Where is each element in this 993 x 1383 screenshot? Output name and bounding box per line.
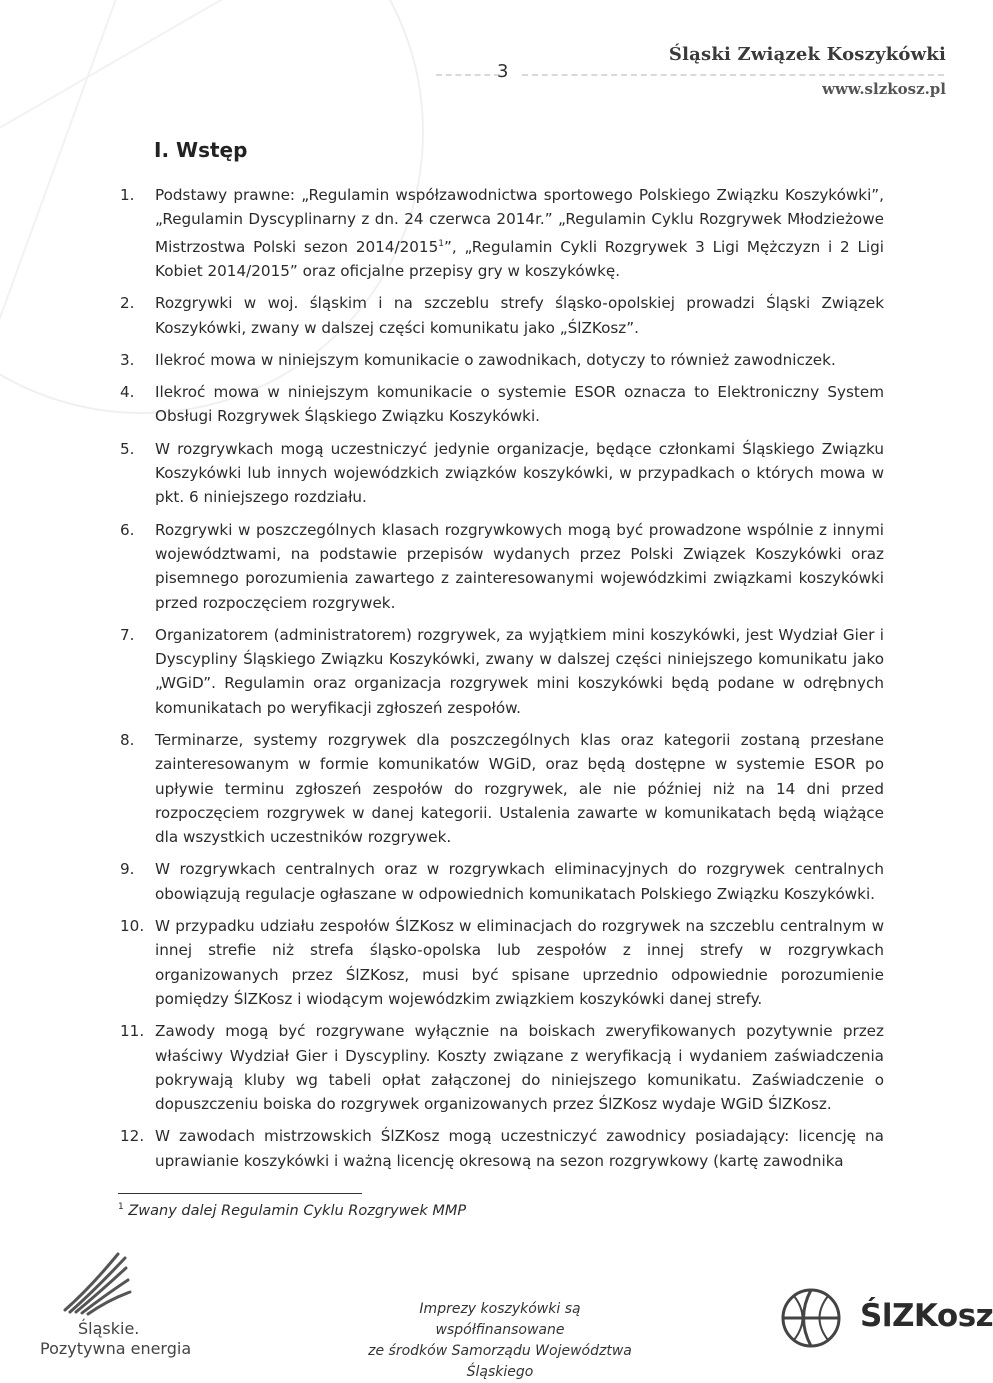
item-number: 7. — [120, 625, 135, 644]
item-text: Podstawy prawne: „Regulamin współzawodnictwa sportowego Polskiego Związku Koszykówki”, „Regulamin Dyscyplinarny z dn. 24 czerwca 2014r.” „Regulamin Cyklu Rozgrywek Młodzieżowe Mistrzostwa Polski sezon 2014/2015 — [155, 186, 884, 256]
basketball-logo-icon — [766, 1280, 856, 1350]
footnote-separator — [118, 1193, 362, 1194]
item-text: W zawodach mistrzowskich ŚlZKosz mogą uczestniczyć zawodnicy posiadający: licencję na uprawianie koszykówki i ważną licencję okresową na sezon rozgrywkowy (kartę zawodnika — [155, 1127, 884, 1170]
item-text: Rozgrywki w woj. śląskim i na szczeblu strefy śląsko-opolskiej prowadzi Śląski Związek Koszykówki, zwany w dalszej części komunikatu jako „ŚlZKosz”. — [155, 294, 884, 337]
slaskie-logo-text: Śląskie. — [78, 1319, 140, 1338]
item-number: 2. — [120, 294, 135, 313]
list-item — [118, 623, 884, 720]
item-text: Ilekroć mowa w niniejszym komunikacie o zawodnikach, dotyczy to również zawodniczek. — [155, 350, 836, 369]
item-text: Rozgrywki w poszczególnych klasach rozgrywkowych mogą być prowadzone wspólnie z innymi województwami, na podstawie przepisów wydanych przez Polski Związek Koszykówki oraz pisemnego porozumienia zawartego z zainteresowanymi wojewódzkimi związkami koszykówki przed rozpoczęciem rozgrywek. — [155, 520, 884, 612]
item-number: 6. — [120, 520, 135, 539]
item-number: 10. — [120, 917, 145, 936]
item-text: Terminarze, systemy rozgrywek dla poszczególnych klas oraz kategorii zostaną przesłane zainteresowanym w formie komunikatów WGiD, oraz będą dostępne w systemie ESOR po upływie terminu zgłoszeń zespołów do rozgrywek, ale nie później niż na 14 dni przed rozpoczęciem rozgrywek w danej kategorii. Ustalenia zawarte w komunikatach będą wiążące dla wszystkich uczestników rozgrywek. — [155, 731, 884, 847]
item-text: W rozgrywkach centralnych oraz w rozgrywkach eliminacyjnych do rozgrywek centralnych obowiązują regulacje ogłaszane w odpowiednich komunikatach Polskiego Związku Koszykówki. — [155, 860, 884, 903]
item-number: 8. — [120, 731, 135, 749]
regulation-list — [118, 183, 884, 1181]
list-item — [118, 183, 884, 283]
list-item — [118, 380, 884, 429]
sponsor-line: Imprezy koszykówki są współfinansowane — [419, 1301, 581, 1338]
list-item — [118, 857, 884, 906]
item-number: 9. — [120, 860, 135, 879]
header-dashed-rule — [522, 74, 944, 76]
organization-website: www.slzkosz.pl — [822, 80, 946, 98]
item-number: 5. — [120, 439, 135, 458]
list-item — [118, 914, 884, 1011]
item-number: 11. — [120, 1022, 145, 1041]
organization-name: Śląski Związek Koszykówki — [668, 44, 946, 65]
item-text-continued: ”, „Regulamin Cykli Rozgrywek 3 Ligi Mężczyzn i 2 Ligi Kobiet 2014/2015” oraz oficjalne przepisy gry w koszykówkę. — [155, 237, 884, 280]
item-text: Ilekroć mowa w niniejszym komunikacie o systemie ESOR oznacza to Elektroniczny System Obsługi Rozgrywek Śląskiego Związku Koszykówki. — [155, 383, 884, 426]
item-text: Zawody mogą być rozgrywane wyłącznie na boiskach zweryfikowanych pozytywnie przez właściwy Wydział Gier i Dyscypliny. Koszty związane z weryfikacją i wydaniem zaświadczenia pokrywają kluby wg tabeli opłat załączonej do niniejszego komunikatu. Zaświadczenie o dopuszczeniu boiska do rozgrywek organizowanych przez ŚlZKosz wydaje WGiD ŚlZKosz. — [155, 1022, 884, 1114]
list-item — [118, 437, 884, 510]
footnote-mark: 1 — [118, 1202, 124, 1212]
slzkosz-logo-text: ŚlZKosz — [860, 1298, 993, 1334]
item-text: W przypadku udziału zespołów ŚlZKosz w eliminacjach do rozgrywek na szczeblu centralnym w innej strefie niż strefa śląsko-opolska lub zespołów z innej strefy w rozgrywkach organizowanych przez ŚlZKosz, musi być spisane uprzednio odpowiednie porozumienie pomiędzy ŚlZKosz i wiodącym wojewódzkim związkiem koszykówki danej strefy. — [155, 917, 884, 1008]
section-title: I. Wstęp — [154, 138, 248, 162]
sponsor-line: ze środków Samorządu Województwa Śląskiego — [368, 1343, 632, 1380]
page-number: 3 — [497, 61, 509, 82]
list-item — [118, 518, 884, 615]
item-text: W rozgrywkach mogą uczestniczyć jedynie organizacje, będące członkami Śląskiego Związku Koszykówki lub innych wojewódzkich związków koszykówki, w przypadkach o których mowa w pkt. 6 niniejszego rozdziału. — [155, 439, 884, 507]
sponsor-note — [360, 1299, 640, 1383]
list-item — [118, 291, 884, 340]
list-item — [118, 348, 884, 372]
list-item — [118, 1019, 884, 1116]
item-number: 4. — [120, 383, 135, 402]
item-text: Organizatorem (administratorem) rozgrywek, za wyjątkiem mini koszykówki, jest Wydział Gier i Dyscypliny Śląskiego Związku Koszykówki, zwany w dalszej części niniejszego komunikatu jako „WGiD”. Regulamin oraz organizacja rozgrywek mini koszykówki będą podane w odrębnych komunikatach po weryfikacji zgłoszeń zespołów. — [155, 625, 884, 717]
list-item — [118, 728, 884, 849]
footnote — [118, 1202, 466, 1219]
list-item — [118, 1124, 884, 1173]
header-dashed-rule — [436, 74, 500, 76]
item-number: 3. — [120, 350, 135, 369]
slaskie-logo-slogan: Pozytywna energia — [40, 1339, 192, 1358]
item-number: 12. — [120, 1127, 145, 1146]
footnote-reference: 1 — [438, 238, 444, 249]
item-number: 1. — [120, 186, 135, 204]
footnote-text: Zwany dalej Regulamin Cyklu Rozgrywek MMP — [128, 1202, 467, 1219]
